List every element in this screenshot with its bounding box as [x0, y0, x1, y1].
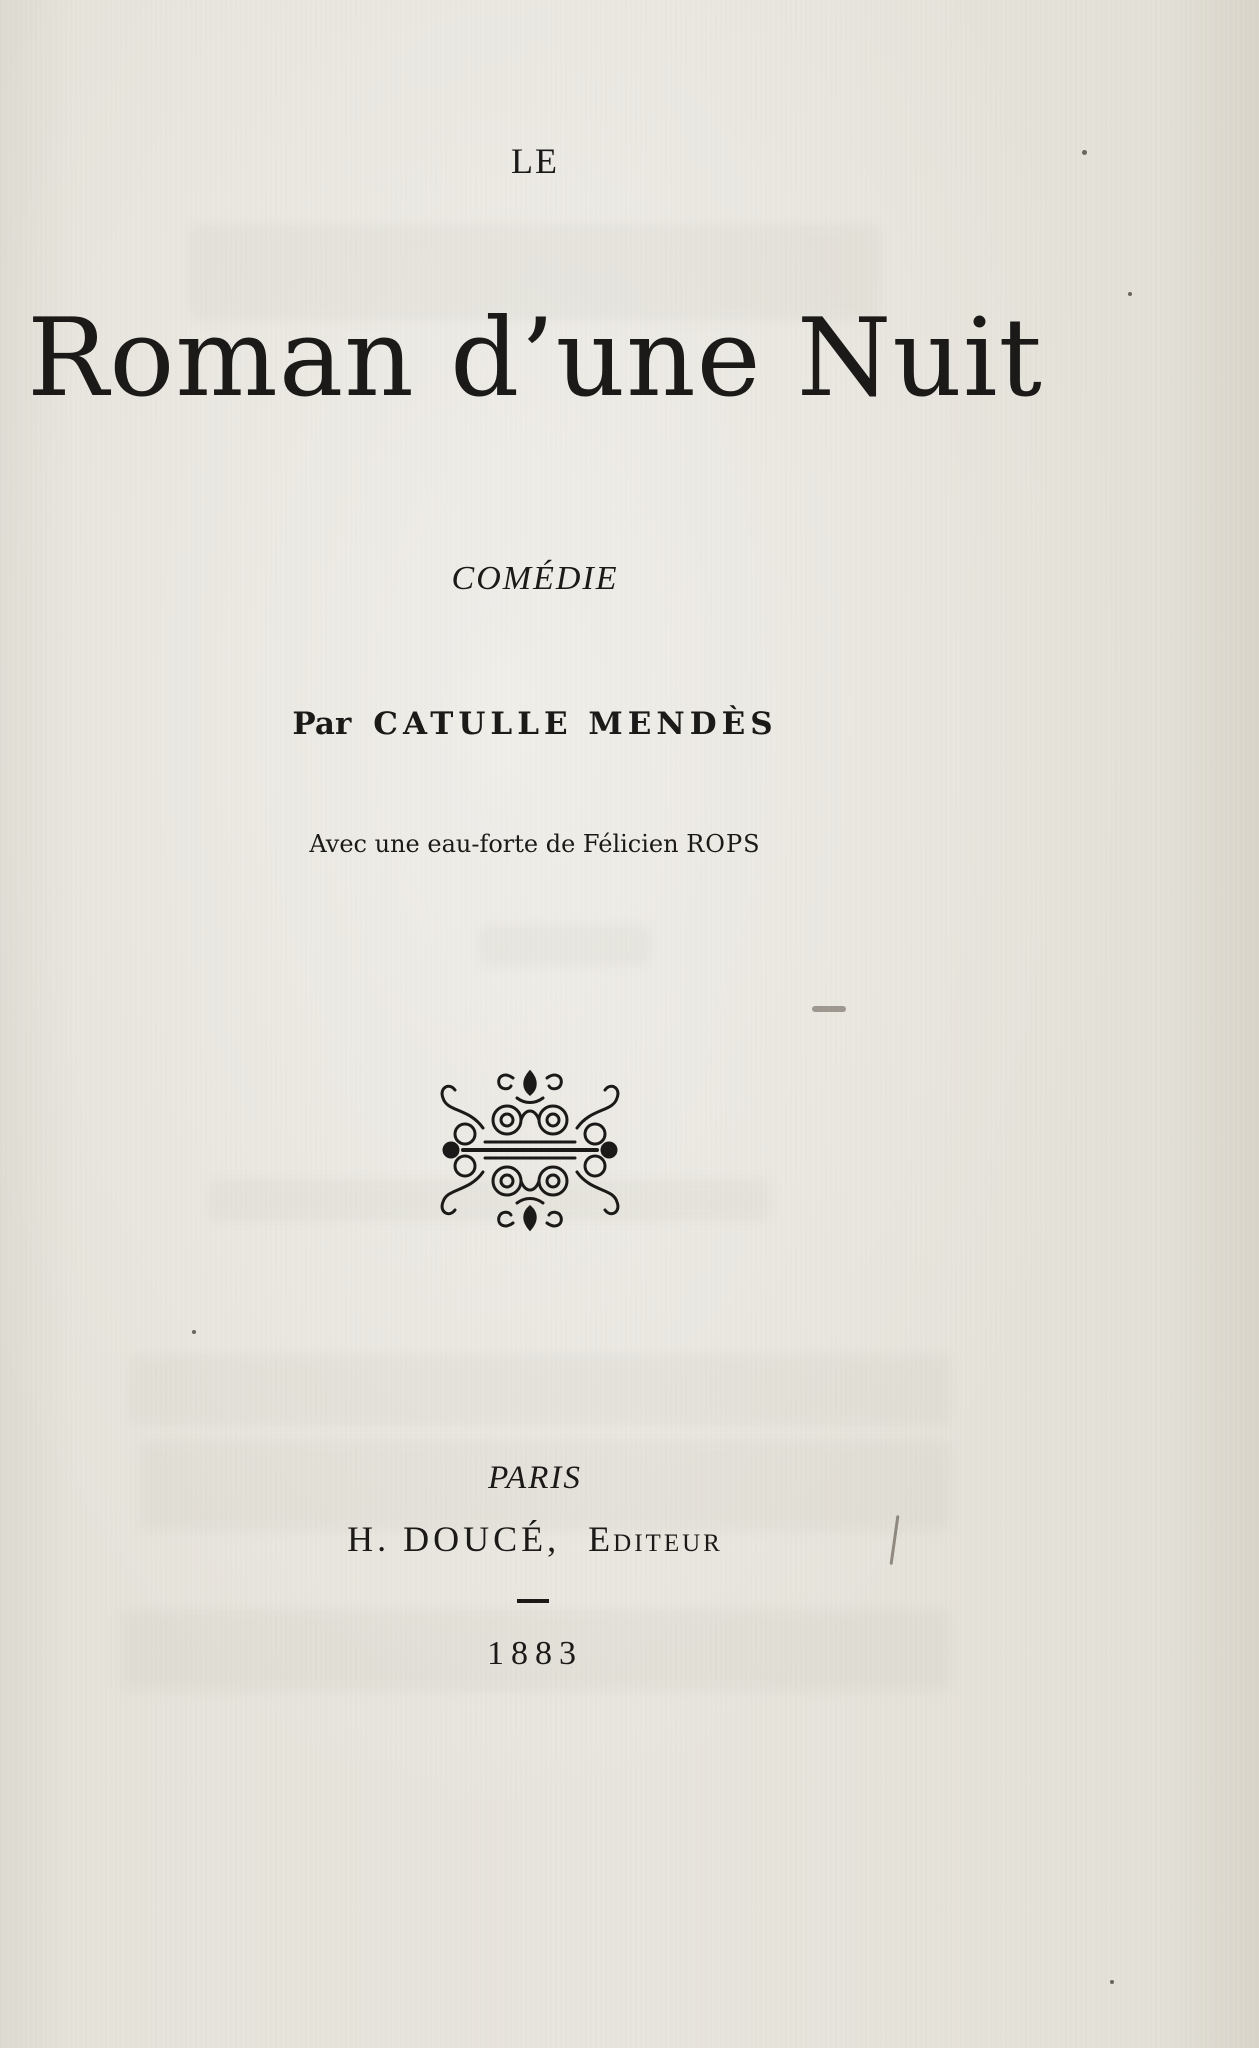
etching-artist-surname: ROPS: [686, 830, 761, 858]
imprint-rule: [517, 1599, 549, 1603]
etching-credit: Avec une eau-forte de Félicien: [309, 830, 679, 858]
scrollwork-fleuron-icon: [425, 1068, 635, 1233]
author-prefix: Par: [292, 706, 352, 742]
publisher-role: Editeur: [588, 1519, 723, 1559]
imprint-city: PARIS: [488, 1460, 582, 1496]
foxing-speck: [1128, 292, 1132, 296]
title-article: LE: [511, 141, 559, 181]
foxing-speck: [1110, 1980, 1114, 1984]
publisher-name: H. DOUCÉ,: [347, 1519, 561, 1559]
imprint-year: 1883: [487, 1635, 583, 1672]
foxing-speck: [192, 1330, 196, 1334]
etching-credit-line: [0, 830, 1070, 858]
foxing-speck: [812, 1006, 846, 1012]
book-title: Roman d’une Nuit: [27, 296, 1043, 421]
foxing-speck: [1082, 150, 1087, 155]
genre-subtitle: COMÉDIE: [451, 560, 619, 597]
author-name: CATULLE MENDÈS: [373, 706, 778, 742]
show-through-shadow: [130, 1355, 950, 1425]
imprint-publisher-line: [0, 1518, 1070, 1560]
show-through-shadow: [480, 925, 650, 965]
author-line: [0, 706, 1070, 742]
